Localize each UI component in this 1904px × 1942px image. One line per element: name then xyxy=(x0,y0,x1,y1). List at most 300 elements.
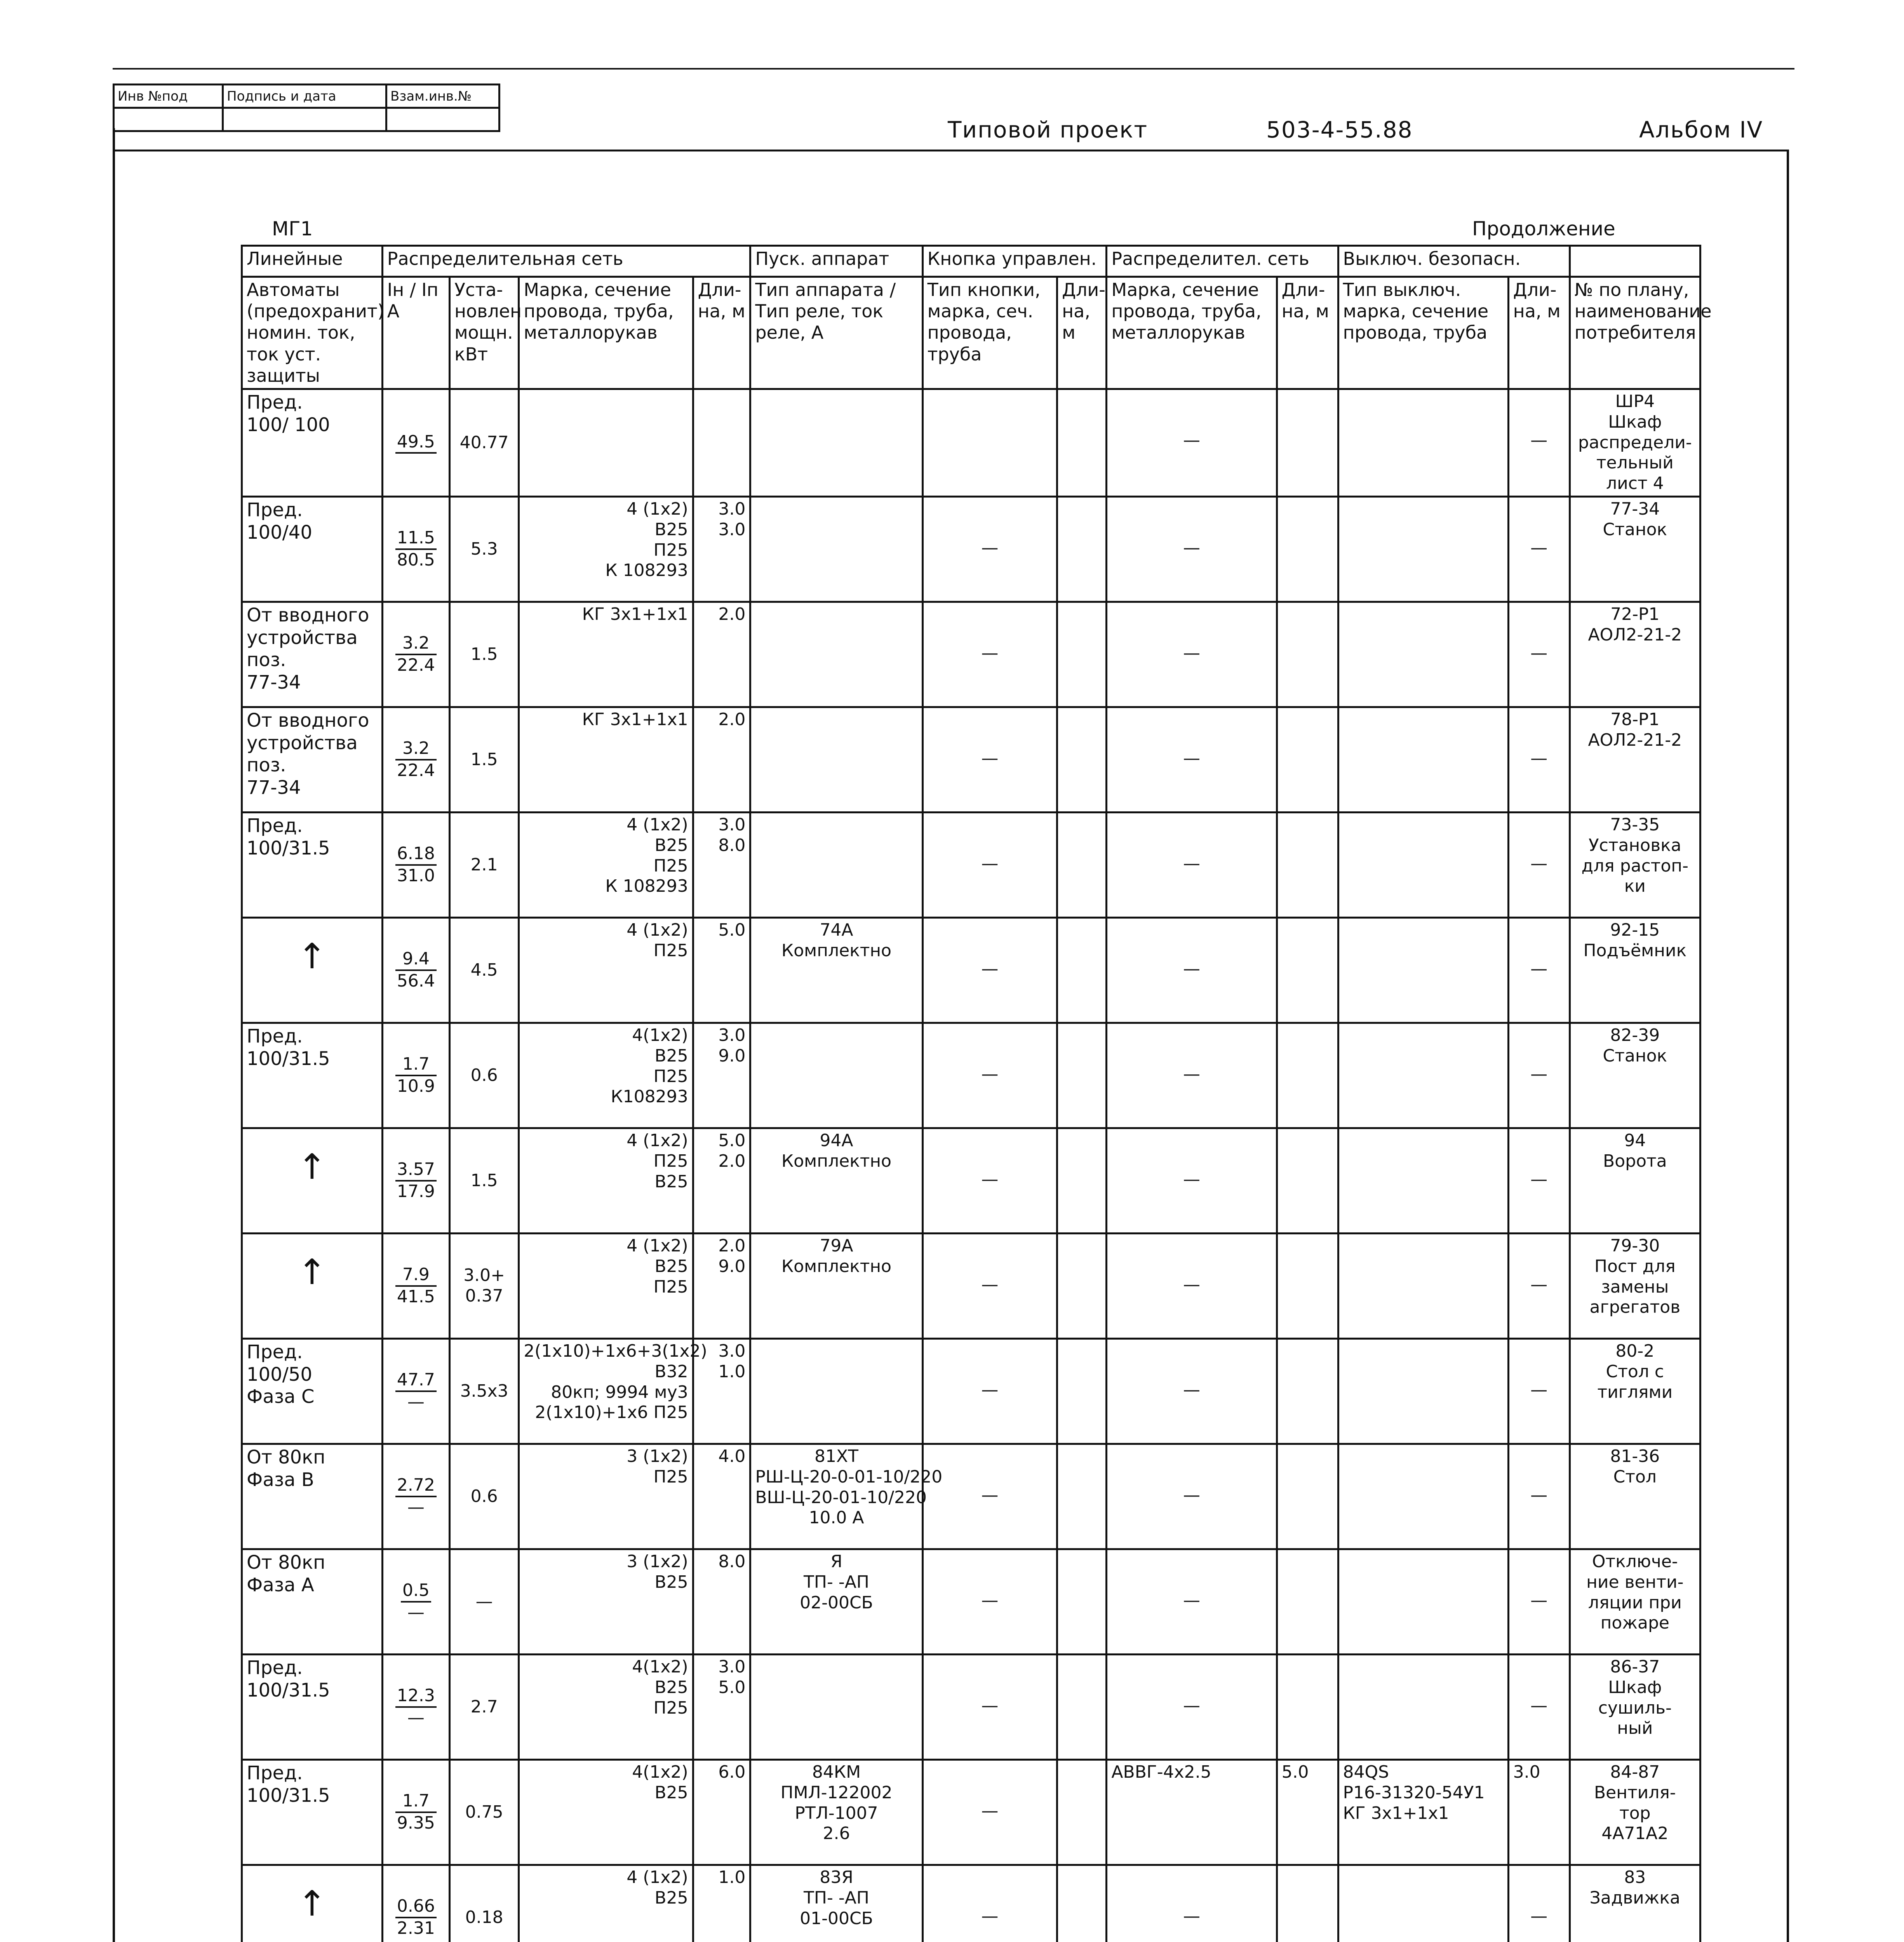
cell-line: 8.0 xyxy=(718,1551,746,1571)
group-distribution-2: Распределител. сеть xyxy=(1107,246,1338,277)
cell-line: 4(1х2) xyxy=(632,1762,688,1782)
button-length-cell xyxy=(1057,496,1107,602)
sub-apparatus: Тип аппарата / Тип реле, ток реле, А xyxy=(750,277,922,389)
switch-length-cell xyxy=(1508,707,1570,812)
current-cell xyxy=(382,1338,449,1444)
button-length-cell xyxy=(1057,1759,1107,1865)
cell-line: 84-87 xyxy=(1610,1762,1660,1782)
corner-stamp xyxy=(113,84,500,132)
cell-line: 3.0 xyxy=(718,1025,746,1045)
button-length-cell xyxy=(1057,1233,1107,1338)
cable-cell xyxy=(519,496,693,602)
cell-value: — xyxy=(1183,1380,1200,1400)
sub-switch: Тип выключ. марка, сечение провода, труба xyxy=(1338,277,1508,389)
cell-line: 100/ 100 xyxy=(247,414,330,436)
power-cell: 3.0+ 0.37 xyxy=(449,1233,519,1338)
cell-value: — xyxy=(1530,1169,1548,1189)
cell-line: агрегатов xyxy=(1589,1297,1681,1317)
dist-length-cell xyxy=(1277,602,1338,707)
cell-value: — xyxy=(981,1169,999,1189)
button-cell xyxy=(922,707,1057,812)
switch-cell xyxy=(1338,1549,1508,1654)
nominal-current: 3.2 xyxy=(395,738,437,760)
cell-line: Станок xyxy=(1603,519,1667,539)
cell-line: Стол с xyxy=(1606,1361,1664,1382)
consumer-cell xyxy=(1570,1338,1700,1444)
cell-line: 73-35 xyxy=(1610,814,1660,835)
cell-line: 3 (1х2) xyxy=(627,1446,688,1466)
cell-value: — xyxy=(1183,1485,1200,1505)
dist-cable-cell xyxy=(1107,1023,1277,1128)
cell-line: РШ-Ц-20-0-01-10/220 xyxy=(755,1467,943,1487)
cell-line: 72-Р1 xyxy=(1610,604,1660,624)
sub-dist-cable: Марка, сечение провода, труба, металлорукав xyxy=(1107,277,1277,389)
switch-length-cell xyxy=(1508,389,1570,496)
cell-line: От 80кп xyxy=(247,1446,325,1468)
power-cell: 2.1 xyxy=(449,812,519,917)
cell-line: В25 xyxy=(654,1256,688,1276)
apparatus-cell xyxy=(750,1023,922,1128)
power-cell: 1.5 xyxy=(449,707,519,812)
sub-breakers: Автоматы (предохранит) номин. ток, ток уст. защиты xyxy=(242,277,383,389)
consumer-cell xyxy=(1570,1549,1700,1654)
cell-value: — xyxy=(1183,1274,1200,1295)
cable-cell xyxy=(519,1865,693,1942)
button-length-cell xyxy=(1057,1128,1107,1233)
start-current: 9.35 xyxy=(397,1813,435,1833)
button-cell xyxy=(922,389,1057,496)
power-cell: 3.5х3 xyxy=(449,1338,519,1444)
dist-length-cell xyxy=(1277,1444,1338,1549)
cell-line: 84КМ xyxy=(812,1762,861,1782)
table-row xyxy=(242,1233,1700,1338)
cell-value: — xyxy=(981,643,999,663)
start-current: — xyxy=(407,1497,425,1517)
dist-length-cell xyxy=(1277,1865,1338,1942)
start-current: — xyxy=(407,1707,425,1728)
cell-line: 100/31.5 xyxy=(247,837,330,859)
current-cell xyxy=(382,917,449,1023)
cell-line: 80-2 xyxy=(1615,1341,1655,1361)
cable-cell xyxy=(519,917,693,1023)
table-row xyxy=(242,1654,1700,1759)
dist-length-cell xyxy=(1277,812,1338,917)
cell-line: 4А71А2 xyxy=(1601,1824,1669,1844)
cell-value: АВВГ-4х2.5 xyxy=(1111,1762,1211,1782)
switch-length-cell xyxy=(1508,1444,1570,1549)
nominal-current: 7.9 xyxy=(395,1265,437,1287)
cell-line: 02-00СБ xyxy=(800,1592,873,1613)
apparatus-cell xyxy=(750,602,922,707)
protection-cell xyxy=(242,1128,383,1233)
cell-value: — xyxy=(1183,1169,1200,1189)
table-row xyxy=(242,1549,1700,1654)
nominal-current: 1.7 xyxy=(395,1054,437,1076)
cell-line: 79-30 xyxy=(1610,1236,1660,1256)
current-cell xyxy=(382,812,449,917)
cell-line: 4 (1х2) xyxy=(627,1130,688,1150)
cell-value: — xyxy=(981,538,999,558)
cell-line: От 80кп xyxy=(247,1551,325,1573)
button-length-cell xyxy=(1057,707,1107,812)
power-cell: 2.7 xyxy=(449,1654,519,1759)
cell-value: — xyxy=(981,1590,999,1610)
cell-value: — xyxy=(1530,853,1548,874)
button-cell xyxy=(922,1128,1057,1233)
cell-value: — xyxy=(981,1485,999,1505)
cell-line: П25 xyxy=(653,1467,688,1487)
corner-stamp-signature: Подпись и дата xyxy=(223,85,386,108)
button-length-cell xyxy=(1057,1549,1107,1654)
apparatus-cell xyxy=(750,1865,922,1942)
cell-line: Ворота xyxy=(1603,1151,1667,1171)
cell-line: 3.0 xyxy=(718,1341,746,1361)
switch-cell xyxy=(1338,602,1508,707)
consumer-cell xyxy=(1570,389,1700,496)
power-cell: 0.6 xyxy=(449,1444,519,1549)
cell-value: — xyxy=(981,1906,999,1926)
cell-line: Шкаф xyxy=(1608,412,1662,432)
cell-line: Комплектно xyxy=(781,940,892,961)
protection-cell xyxy=(242,1023,383,1128)
button-cell xyxy=(922,1549,1057,1654)
length-cell xyxy=(693,1128,750,1233)
consumer-cell xyxy=(1570,1759,1700,1865)
consumer-cell xyxy=(1570,1233,1700,1338)
current-fraction xyxy=(401,1580,431,1623)
switch-length-cell xyxy=(1508,1128,1570,1233)
cell-line: Шкаф xyxy=(1608,1677,1662,1697)
project-number: 503-4-55.88 xyxy=(1266,117,1413,143)
cell-line: ние венти- xyxy=(1586,1572,1684,1592)
table-row xyxy=(242,602,1700,707)
current-cell xyxy=(382,1759,449,1865)
cell-line: Пред. xyxy=(247,499,303,521)
button-length-cell xyxy=(1057,1023,1107,1128)
dist-length-cell xyxy=(1277,917,1338,1023)
cell-line: 84QS xyxy=(1343,1762,1389,1782)
table-row xyxy=(242,1128,1700,1233)
button-length-cell xyxy=(1057,812,1107,917)
start-current: 2.31 xyxy=(397,1918,435,1938)
sub-length: Дли-на, м xyxy=(693,277,750,389)
apparatus-cell xyxy=(750,1549,922,1654)
cell-line: П25 xyxy=(653,1277,688,1297)
dist-cable-cell xyxy=(1107,1549,1277,1654)
cell-line: Я xyxy=(830,1551,842,1571)
table-label-right: Продолжение xyxy=(1472,218,1615,240)
consumer-cell xyxy=(1570,1128,1700,1233)
cell-line: В25 xyxy=(654,1888,688,1908)
length-cell xyxy=(693,1444,750,1549)
button-length-cell xyxy=(1057,389,1107,496)
subheader-row xyxy=(242,277,1700,389)
dist-cable-cell xyxy=(1107,1654,1277,1759)
apparatus-cell xyxy=(750,1233,922,1338)
cell-line: 2.0 xyxy=(718,709,746,729)
cell-line: 100/31.5 xyxy=(247,1048,330,1070)
switch-cell xyxy=(1338,496,1508,602)
cell-line: 77-34 xyxy=(247,776,301,799)
nominal-current: 47.7 xyxy=(395,1370,437,1392)
cell-line: 83 xyxy=(1624,1867,1646,1887)
continuation-arrow-icon: ↑ xyxy=(297,1146,327,1187)
cell-value: — xyxy=(1530,748,1548,768)
current-cell xyxy=(382,1444,449,1549)
cell-line: В25 xyxy=(654,519,688,539)
start-current: — xyxy=(407,1392,425,1412)
power-cell: 5.3 xyxy=(449,496,519,602)
protection-cell xyxy=(242,1759,383,1865)
cell-line: ляции при xyxy=(1588,1592,1682,1613)
consumer-cell xyxy=(1570,1444,1700,1549)
cell-line: 9.0 xyxy=(718,1046,746,1066)
cell-line: ШР4 xyxy=(1615,391,1655,411)
protection-cell xyxy=(242,707,383,812)
button-cell xyxy=(922,496,1057,602)
start-current: — xyxy=(407,1602,425,1622)
current-cell xyxy=(382,1128,449,1233)
cell-line: ТП- -АП xyxy=(804,1888,869,1908)
current-cell xyxy=(382,602,449,707)
cell-value: — xyxy=(981,1380,999,1400)
top-line xyxy=(113,68,1794,70)
cell-line: П25 xyxy=(653,856,688,876)
cell-line: Р16-31320-54У1 xyxy=(1343,1782,1485,1803)
cell-value: — xyxy=(1183,1906,1200,1926)
button-cell xyxy=(922,917,1057,1023)
cell-line: 81-36 xyxy=(1610,1446,1660,1466)
dist-cable-cell xyxy=(1107,1128,1277,1233)
cell-value: — xyxy=(1183,538,1200,558)
cell-line: Фаза В xyxy=(247,1469,314,1491)
table-body xyxy=(242,389,1700,1942)
cell-line: Пред. xyxy=(247,1341,303,1363)
switch-length-cell xyxy=(1508,1338,1570,1444)
cell-line: 3.0 xyxy=(718,519,746,539)
switch-length-cell xyxy=(1508,812,1570,917)
consumer-cell xyxy=(1570,1023,1700,1128)
cell-line: 77-34 xyxy=(1610,499,1660,519)
cell-value: — xyxy=(1530,1064,1548,1084)
cell-line: 100/40 xyxy=(247,521,312,543)
corner-stamp-inv: Инв №под xyxy=(114,85,223,108)
corner-stamp-replace: Взам.инв.№ xyxy=(386,85,499,108)
dist-cable-cell xyxy=(1107,1865,1277,1942)
left-border xyxy=(113,128,115,1942)
cell-line: К 108293 xyxy=(605,876,688,896)
cell-line: П25 xyxy=(653,1151,688,1171)
dist-length-cell xyxy=(1277,1233,1338,1338)
cell-line: Стол xyxy=(1613,1467,1657,1487)
cell-line: 2(1х10)+1х6 П25 xyxy=(535,1403,688,1423)
consumer-cell xyxy=(1570,602,1700,707)
current-fraction xyxy=(395,1896,437,1939)
button-cell xyxy=(922,602,1057,707)
length-cell xyxy=(693,1654,750,1759)
nominal-current: 49.5 xyxy=(395,432,437,454)
dist-cable-cell xyxy=(1107,1759,1277,1865)
start-current: 17.9 xyxy=(397,1181,435,1201)
continuation-arrow-icon: ↑ xyxy=(297,1883,327,1924)
length-cell xyxy=(693,917,750,1023)
cell-line: К108293 xyxy=(611,1087,688,1107)
start-current: 31.0 xyxy=(397,865,435,886)
cell-line: 100/50 xyxy=(247,1363,312,1385)
switch-cell xyxy=(1338,389,1508,496)
sub-button: Тип кнопки, марка, сеч. провода, труба xyxy=(922,277,1057,389)
cell-line: Фаза С xyxy=(247,1386,315,1408)
cell-value: — xyxy=(1530,430,1548,450)
cell-line: поз. xyxy=(247,649,286,671)
group-safety-switch: Выключ. безопасн. xyxy=(1338,246,1570,277)
current-fraction xyxy=(395,949,437,992)
cell-line: 3.0 xyxy=(718,814,746,835)
cell-line: 100/31.5 xyxy=(247,1784,330,1806)
dist-cable-cell xyxy=(1107,1233,1277,1338)
cell-line: ТП- -АП xyxy=(804,1572,869,1592)
cell-line: 5.0 xyxy=(718,1130,746,1150)
apparatus-cell xyxy=(750,389,922,496)
button-cell xyxy=(922,812,1057,917)
button-cell xyxy=(922,1865,1057,1942)
current-cell xyxy=(382,1865,449,1942)
cell-line: 4(1х2) xyxy=(632,1657,688,1677)
cell-line: ки xyxy=(1624,876,1646,896)
cell-value: — xyxy=(1530,959,1548,979)
cell-line: 2.0 xyxy=(718,604,746,624)
group-starter: Пуск. аппарат xyxy=(750,246,922,277)
switch-cell xyxy=(1338,1023,1508,1128)
switch-length-cell xyxy=(1508,496,1570,602)
cable-cell xyxy=(519,602,693,707)
cell-line: 01-00СБ xyxy=(800,1908,873,1928)
apparatus-cell xyxy=(750,1654,922,1759)
protection-cell xyxy=(242,1865,383,1942)
button-cell xyxy=(922,1654,1057,1759)
button-cell xyxy=(922,1759,1057,1865)
apparatus-cell xyxy=(750,1444,943,1549)
apparatus-cell xyxy=(750,496,922,602)
table-row xyxy=(242,1759,1700,1865)
cell-value: — xyxy=(981,1695,999,1716)
button-length-cell xyxy=(1057,1865,1107,1942)
distribution-table xyxy=(241,245,1712,1942)
apparatus-cell xyxy=(750,917,922,1023)
cell-line: В25 xyxy=(654,1677,688,1697)
cell-line: 94А xyxy=(820,1130,853,1150)
switch-cell xyxy=(1338,1128,1508,1233)
switch-length-cell xyxy=(1508,1023,1570,1128)
cell-line: От вводного xyxy=(247,604,369,626)
apparatus-cell xyxy=(750,812,922,917)
protection-cell xyxy=(242,602,383,707)
current-fraction xyxy=(395,528,437,571)
switch-length-cell xyxy=(1508,1233,1570,1338)
length-cell xyxy=(693,812,750,917)
cell-line: 81ХТ xyxy=(814,1446,858,1466)
cell-line: В25 xyxy=(654,1046,688,1066)
current-fraction xyxy=(395,1159,437,1202)
cell-line: От вводного xyxy=(247,709,369,731)
dist-cable-cell xyxy=(1107,917,1277,1023)
consumer-cell xyxy=(1570,496,1700,602)
cell-line: К 108293 xyxy=(605,560,688,581)
consumer-cell xyxy=(1570,1865,1700,1942)
cell-line: АОЛ2-21-2 xyxy=(1588,730,1682,750)
start-current: 80.5 xyxy=(397,550,435,570)
current-fraction xyxy=(395,1686,437,1728)
current-fraction xyxy=(395,738,437,781)
cell-value: — xyxy=(981,959,999,979)
cell-value: — xyxy=(981,748,999,768)
cable-cell xyxy=(519,707,693,812)
cell-value: — xyxy=(1183,643,1200,663)
nominal-current: 12.3 xyxy=(395,1686,437,1708)
length-cell xyxy=(693,602,750,707)
length-cell xyxy=(693,1233,750,1338)
cell-line: 78-Р1 xyxy=(1610,709,1660,729)
cell-line: КГ 3х1+1х1 xyxy=(582,709,688,729)
cell-line: тельный xyxy=(1596,453,1674,473)
length-cell xyxy=(693,389,750,496)
cell-value: — xyxy=(1530,1590,1548,1610)
table-row xyxy=(242,1865,1700,1942)
cell-line: 82-39 xyxy=(1610,1025,1660,1045)
switch-cell xyxy=(1338,707,1508,812)
button-cell xyxy=(922,1233,1057,1338)
power-cell: 1.5 xyxy=(449,602,519,707)
cell-line: тиглями xyxy=(1597,1382,1673,1402)
cell-line: 94 xyxy=(1624,1130,1646,1150)
cell-line: 74А xyxy=(820,920,853,940)
cell-line: устройства xyxy=(247,626,358,649)
nominal-current: 11.5 xyxy=(395,528,437,550)
cell-value: — xyxy=(1530,643,1548,663)
switch-length-cell xyxy=(1508,1549,1570,1654)
apparatus-cell xyxy=(750,707,922,812)
current-cell xyxy=(382,496,449,602)
cable-cell xyxy=(519,1444,693,1549)
switch-length-cell xyxy=(1508,1654,1570,1759)
cell-line: 2(1х10)+1х6+3(1х2) xyxy=(524,1341,707,1361)
table-row xyxy=(242,496,1700,602)
cell-line: Пред. xyxy=(247,814,303,837)
table-row xyxy=(242,1444,1700,1549)
power-cell: 1.5 xyxy=(449,1128,519,1233)
cell-value: — xyxy=(1183,1064,1200,1084)
group-linear: Линейные xyxy=(242,246,383,277)
current-cell xyxy=(382,389,449,496)
cell-line: Пост для xyxy=(1594,1256,1676,1276)
cell-value: — xyxy=(981,1801,999,1821)
cell-line: 6.0 xyxy=(718,1762,746,1782)
switch-cell xyxy=(1338,1444,1508,1549)
cell-line: замены xyxy=(1601,1277,1669,1297)
cell-line: П25 xyxy=(653,1066,688,1086)
protection-cell xyxy=(242,917,383,1023)
consumer-cell xyxy=(1570,707,1700,812)
length-cell xyxy=(693,1865,750,1942)
cell-line: 5.0 xyxy=(718,920,746,940)
cell-line: П25 xyxy=(653,540,688,560)
cell-line: Подъёмник xyxy=(1583,940,1687,961)
sub-current: Iн / Iп A xyxy=(382,277,449,389)
button-length-cell xyxy=(1057,1444,1107,1549)
cell-line: 79А xyxy=(820,1236,853,1256)
switch-length-cell xyxy=(1508,1759,1570,1865)
dist-cable-cell xyxy=(1107,812,1277,917)
